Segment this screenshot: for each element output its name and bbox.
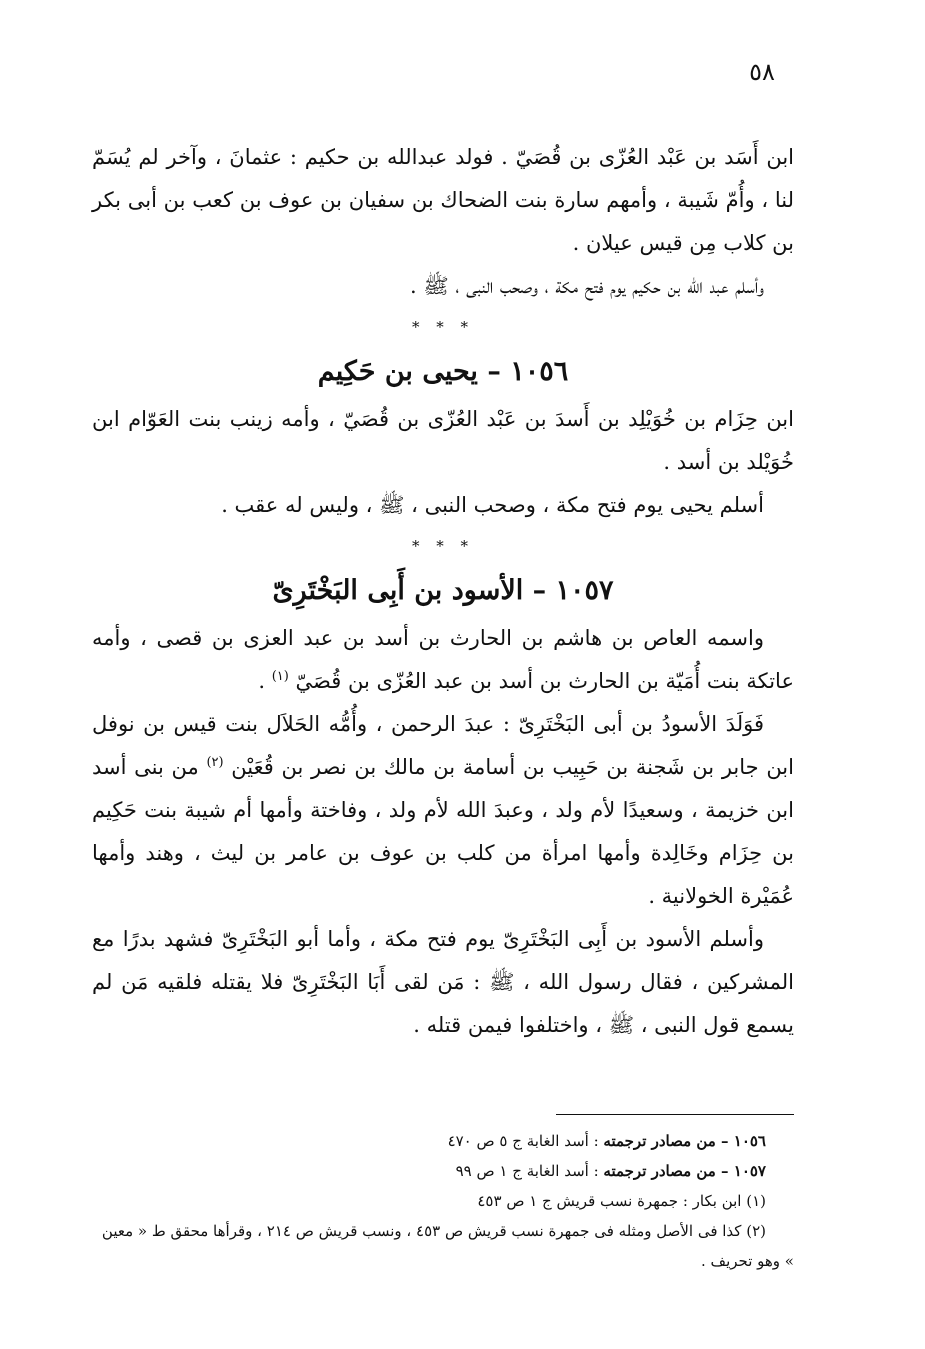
footnote-ref-1: (١)	[271, 669, 289, 684]
entry-1057-title: ١٠٥٧ – الأسود بن أَبِى البَخْتَرِىّ	[272, 575, 614, 606]
main-text	[92, 136, 794, 1047]
footnote-separator	[556, 1114, 794, 1115]
footnote-source-1057-text: : أسد الغابة ج ١ ص ٩٩	[455, 1162, 604, 1180]
footnote-source-1056	[92, 1126, 794, 1156]
entry-1057-paragraph-2-text: فَوَلَدَ الأسودُ بن أبى البَخْتَرِىّ : عبدَ الرحمن ، وأُمُّه الحَلاَل بنت قيس بن نوفل ابن جابر بن شَجنة بن حَبِيب بن أسامة بن مالك بن نصر بن قُعَيْن	[92, 712, 794, 779]
footnotes	[92, 1126, 794, 1276]
entry-1057-paragraph-2-rest: من بنى أسد ابن خزيمة ، وسعيدًا لأم ولد ، وعبدَ الله لأم ولد ، وفاختة وأمها أم شيبة بنت حَكِيم بن حِزَام وخَالِدة وأمها امرأة من كلب بن عوف بن عامر بن ليث ، وهند وأمها عُمَيْرة الخولانية .	[92, 755, 794, 908]
entry-1056-paragraph-1: ابن حِزَام بن خُوَيْلِد بن أَسدَ بن عَبْد العُزّى بن قُصَيّ ، وأمه زينب بنت العَوّام ابن خُوَيْلد بن أسد .	[92, 407, 794, 474]
page-number: ٥٨	[749, 58, 775, 86]
section-divider-stars: * * *	[411, 537, 475, 555]
intro-paragraph-1: ابن أَسَد بن عَبْد العُزّى بن قُصَيّ . فولد عبدالله بن حكيم : عثمانَ ، وآخر لم يُسَمّ لنا ، وأُمّ شَيبة ، وأمهم سارة بنت الضحاك بن سفيان بن عوف بن كعب بن أبى بكر بن كلاب مِن قيس عيلان .	[92, 145, 794, 255]
section-divider-stars: * * *	[411, 318, 475, 336]
entry-1057-paragraph-2	[92, 703, 794, 918]
footnote-source-1056-label: ١٠٥٦ – من مصادر ترجمته	[603, 1132, 766, 1150]
footnote-source-1056-text: : أسد الغابة ج ٥ ص ٤٧٠	[447, 1132, 604, 1150]
entry-1057-paragraph-3: وأسلم الأسود بن أَبِى البَخْتَرِىّ يوم فتح مكة ، وأما أبو البَخْتَرِىّ فشهد بدرًا مع المشركين ، فقال رسول الله ، ﷺ : مَن لقى أَبَا البَخْتَرِىّ فلا يقتله فلقيه مَن لم يسمع قول النبى ، ﷺ ، واختلفوا فيمن قتله .	[92, 927, 794, 1037]
footnote-2: (٢) كذا فى الأصل ومثله فى جمهرة نسب قريش ص ٤٥٣ ، ونسب قريش ص ٢١٤ ، وقرأها محقق ط « معين » وهو تحريف .	[101, 1222, 794, 1270]
entry-1057-paragraph-1-end: .	[258, 669, 272, 693]
intro-paragraph-2: وأسلم عبد الله بن حكيم يوم فتح مكة ، وصحب النبى ، ﷺ .	[410, 274, 764, 298]
entry-1057-paragraph-1-text: واسمه العاص بن هاشم بن الحارث بن أسد بن عبد العزى بن قصى ، وأمه عاتكة بنت أُمَيّة بن الحارث بن أسد بن عبد العُزّى بن قُصَيّ	[92, 626, 794, 693]
footnote-ref-2: (٢)	[206, 755, 224, 770]
footnote-source-1057	[92, 1156, 794, 1186]
footnote-source-1057-label: ١٠٥٧ – من مصادر ترجمته	[603, 1162, 766, 1180]
entry-1057-paragraph-1	[92, 617, 794, 703]
entry-1056-paragraph-2: أسلم يحيى يوم فتح مكة ، وصحب النبى ، ﷺ ، وليس له عقب .	[221, 493, 764, 517]
footnote-1: (١) ابن بكار : جمهرة نسب قريش ج ١ ص ٤٥٣	[477, 1192, 766, 1210]
entry-1056-title: ١٠٥٦ – يحيى بن حَكِيم	[317, 356, 569, 387]
